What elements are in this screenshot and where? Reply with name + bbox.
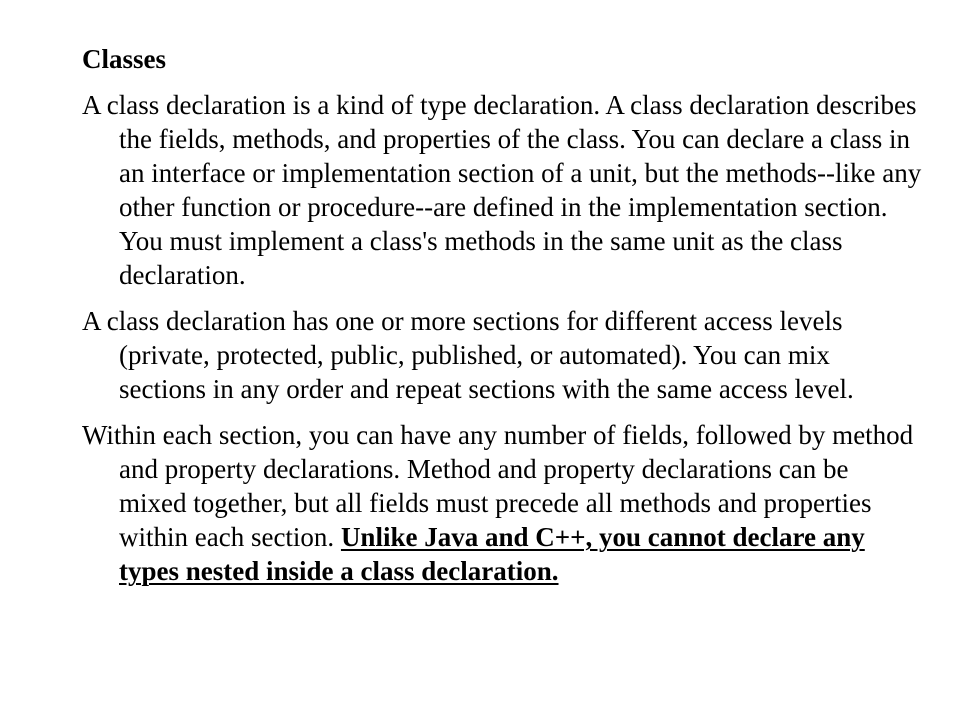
paragraph-access-levels bbox=[82, 304, 922, 406]
paragraph-class-declaration bbox=[82, 88, 922, 292]
paragraph-text: A class declaration has one or more sections for different access levels (private, protected, public, published, or automated). You can mix sections in any order and repeat sections with the same access level. bbox=[82, 306, 854, 404]
emphasized-note: Unlike Java and C++, you cannot declare any types nested inside a class declaration. bbox=[119, 522, 865, 586]
slide-title: Classes bbox=[82, 44, 167, 74]
paragraph-sections bbox=[82, 418, 922, 588]
slide-content bbox=[82, 42, 922, 600]
paragraph-text: Within each section, you can have any number of fields, followed by method and property declarations. Method and property declarations can be mixed together, but all fields must precede all methods and properties within each section. bbox=[82, 420, 914, 552]
paragraph-text: A class declaration is a kind of type declaration. A class declaration describes the fields, methods, and properties of the class. You can declare a class in an interface or implementation section of a unit, but the methods--like any other function or procedure--are defined in the implementation section. You must implement a class's methods in the same unit as the class declaration. bbox=[82, 90, 922, 290]
